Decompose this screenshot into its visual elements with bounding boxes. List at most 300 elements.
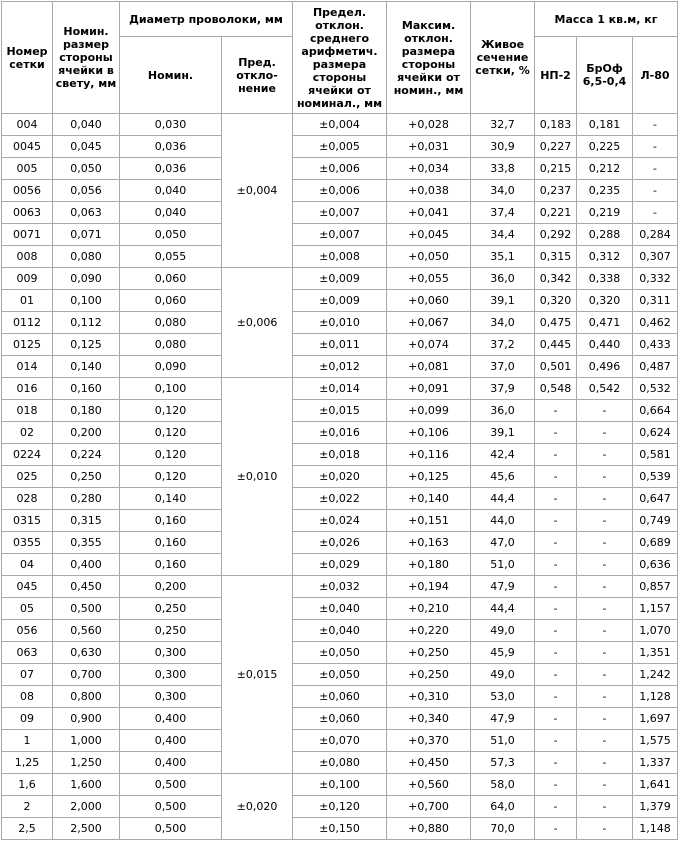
cell-number: 02 <box>2 422 53 444</box>
cell-number: 018 <box>2 400 53 422</box>
cell-live-section: 37,2 <box>471 334 535 356</box>
cell-number: 005 <box>2 158 53 180</box>
cell-max-deviation: +0,116 <box>387 444 471 466</box>
cell-avg-deviation: ±0,040 <box>293 620 387 642</box>
cell-mass-np2: 0,320 <box>535 290 577 312</box>
table-row <box>2 444 678 466</box>
table-row <box>2 422 678 444</box>
cell-live-section: 47,0 <box>471 532 535 554</box>
cell-wire-nominal: 0,300 <box>120 686 222 708</box>
cell-max-deviation: +0,151 <box>387 510 471 532</box>
cell-max-deviation: +0,091 <box>387 378 471 400</box>
cell-mass-np2: - <box>535 730 577 752</box>
cell-max-deviation: +0,250 <box>387 642 471 664</box>
cell-avg-deviation: ±0,120 <box>293 796 387 818</box>
cell-max-deviation: +0,560 <box>387 774 471 796</box>
cell-mass-np2: 0,183 <box>535 114 577 136</box>
cell-mass-l80: 1,157 <box>633 598 678 620</box>
cell-mass-l80: 0,433 <box>633 334 678 356</box>
cell-avg-deviation: ±0,060 <box>293 708 387 730</box>
cell-nominal-side: 0,450 <box>53 576 120 598</box>
cell-avg-deviation: ±0,007 <box>293 202 387 224</box>
table-row <box>2 598 678 620</box>
cell-max-deviation: +0,700 <box>387 796 471 818</box>
cell-wire-nominal: 0,030 <box>120 114 222 136</box>
cell-live-section: 58,0 <box>471 774 535 796</box>
cell-mass-l80: 0,749 <box>633 510 678 532</box>
wire-deviation-value: ±0,010 <box>236 470 278 483</box>
cell-avg-deviation: ±0,032 <box>293 576 387 598</box>
cell-avg-deviation: ±0,150 <box>293 818 387 840</box>
cell-mass-np2: - <box>535 774 577 796</box>
cell-mass-l80: 0,539 <box>633 466 678 488</box>
cell-wire-nominal: 0,055 <box>120 246 222 268</box>
cell-live-section: 44,4 <box>471 488 535 510</box>
cell-mass-np2: - <box>535 642 577 664</box>
cell-avg-deviation: ±0,022 <box>293 488 387 510</box>
cell-wire-nominal: 0,500 <box>120 818 222 840</box>
cell-nominal-side: 1,000 <box>53 730 120 752</box>
cell-nominal-side: 0,140 <box>53 356 120 378</box>
cell-max-deviation: +0,031 <box>387 136 471 158</box>
cell-max-deviation: +0,194 <box>387 576 471 598</box>
cell-mass-np2: - <box>535 510 577 532</box>
table-row <box>2 202 678 224</box>
cell-live-section: 34,0 <box>471 312 535 334</box>
cell-number: 0045 <box>2 136 53 158</box>
cell-avg-deviation: ±0,029 <box>293 554 387 576</box>
cell-mass-l80: 1,351 <box>633 642 678 664</box>
cell-wire-nominal: 0,120 <box>120 422 222 444</box>
cell-mass-l80: 0,311 <box>633 290 678 312</box>
header-avg-deviation: Предел. отклон. среднего арифметич. размера стороны ячейки от номинал., мм <box>293 2 387 114</box>
cell-live-section: 30,9 <box>471 136 535 158</box>
cell-avg-deviation: ±0,007 <box>293 224 387 246</box>
table-row <box>2 686 678 708</box>
cell-max-deviation: +0,370 <box>387 730 471 752</box>
cell-live-section: 45,6 <box>471 466 535 488</box>
cell-avg-deviation: ±0,008 <box>293 246 387 268</box>
cell-mass-brof: 0,235 <box>577 180 633 202</box>
cell-mass-brof: - <box>577 598 633 620</box>
header-wire-diameter: Диаметр проволоки, мм <box>120 2 293 37</box>
table-body <box>2 114 678 840</box>
cell-mass-l80: 0,487 <box>633 356 678 378</box>
cell-wire-nominal: 0,200 <box>120 576 222 598</box>
cell-avg-deviation: ±0,080 <box>293 752 387 774</box>
table-row <box>2 224 678 246</box>
cell-number: 0071 <box>2 224 53 246</box>
table-row <box>2 246 678 268</box>
cell-wire-nominal: 0,120 <box>120 444 222 466</box>
cell-wire-nominal: 0,036 <box>120 136 222 158</box>
cell-wire-nominal: 0,160 <box>120 532 222 554</box>
cell-number: 016 <box>2 378 53 400</box>
cell-live-section: 44,0 <box>471 510 535 532</box>
cell-mass-brof: - <box>577 466 633 488</box>
cell-wire-nominal: 0,040 <box>120 180 222 202</box>
cell-number: 07 <box>2 664 53 686</box>
cell-live-section: 34,4 <box>471 224 535 246</box>
cell-max-deviation: +0,125 <box>387 466 471 488</box>
cell-live-section: 44,4 <box>471 598 535 620</box>
cell-wire-nominal: 0,400 <box>120 708 222 730</box>
cell-mass-np2: - <box>535 664 577 686</box>
cell-mass-brof: - <box>577 554 633 576</box>
cell-avg-deviation: ±0,012 <box>293 356 387 378</box>
cell-wire-nominal: 0,400 <box>120 730 222 752</box>
cell-wire-nominal: 0,090 <box>120 356 222 378</box>
cell-live-section: 39,1 <box>471 290 535 312</box>
cell-mass-brof: 0,212 <box>577 158 633 180</box>
cell-nominal-side: 0,080 <box>53 246 120 268</box>
cell-number: 1,6 <box>2 774 53 796</box>
cell-max-deviation: +0,180 <box>387 554 471 576</box>
cell-live-section: 49,0 <box>471 664 535 686</box>
table-row <box>2 466 678 488</box>
cell-max-deviation: +0,140 <box>387 488 471 510</box>
cell-nominal-side: 0,560 <box>53 620 120 642</box>
cell-wire-nominal: 0,400 <box>120 752 222 774</box>
header-number: Номер сетки <box>2 2 53 114</box>
cell-nominal-side: 0,700 <box>53 664 120 686</box>
cell-number: 056 <box>2 620 53 642</box>
cell-wire-nominal: 0,120 <box>120 466 222 488</box>
table-row <box>2 510 678 532</box>
table-row <box>2 796 678 818</box>
cell-nominal-side: 0,200 <box>53 422 120 444</box>
table-row <box>2 730 678 752</box>
cell-live-section: 45,9 <box>471 642 535 664</box>
cell-avg-deviation: ±0,009 <box>293 290 387 312</box>
cell-number: 0063 <box>2 202 53 224</box>
cell-number: 04 <box>2 554 53 576</box>
cell-max-deviation: +0,038 <box>387 180 471 202</box>
header-wire-deviation: Пред. откло-нение <box>222 37 293 114</box>
cell-mass-l80: 0,332 <box>633 268 678 290</box>
table-row <box>2 180 678 202</box>
cell-mass-l80: 0,664 <box>633 400 678 422</box>
cell-mass-np2: - <box>535 686 577 708</box>
cell-mass-brof: 0,496 <box>577 356 633 378</box>
table-row <box>2 114 678 136</box>
cell-number: 025 <box>2 466 53 488</box>
cell-live-section: 34,0 <box>471 180 535 202</box>
cell-mass-brof: - <box>577 664 633 686</box>
header-mass-brof: БрОф 6,5-0,4 <box>577 37 633 114</box>
header-mass: Масса 1 кв.м, кг <box>535 2 678 37</box>
cell-nominal-side: 0,112 <box>53 312 120 334</box>
cell-nominal-side: 0,040 <box>53 114 120 136</box>
cell-mass-brof: 0,181 <box>577 114 633 136</box>
cell-mass-np2: - <box>535 466 577 488</box>
header-live-section: Живое сечение сетки, % <box>471 2 535 114</box>
cell-mass-np2: - <box>535 818 577 840</box>
cell-live-section: 36,0 <box>471 400 535 422</box>
cell-mass-brof: 0,338 <box>577 268 633 290</box>
cell-max-deviation: +0,045 <box>387 224 471 246</box>
cell-wire-nominal: 0,500 <box>120 796 222 818</box>
cell-mass-np2: - <box>535 620 577 642</box>
cell-live-section: 57,3 <box>471 752 535 774</box>
cell-nominal-side: 0,224 <box>53 444 120 466</box>
cell-number: 0315 <box>2 510 53 532</box>
cell-number: 028 <box>2 488 53 510</box>
cell-nominal-side: 0,315 <box>53 510 120 532</box>
cell-avg-deviation: ±0,009 <box>293 268 387 290</box>
cell-mass-brof: - <box>577 708 633 730</box>
cell-wire-deviation <box>222 268 293 378</box>
cell-nominal-side: 1,250 <box>53 752 120 774</box>
cell-number: 009 <box>2 268 53 290</box>
cell-mass-brof: 0,471 <box>577 312 633 334</box>
table-row <box>2 312 678 334</box>
cell-number: 01 <box>2 290 53 312</box>
cell-mass-brof: - <box>577 796 633 818</box>
cell-mass-l80: 1,575 <box>633 730 678 752</box>
cell-live-section: 36,0 <box>471 268 535 290</box>
cell-avg-deviation: ±0,014 <box>293 378 387 400</box>
cell-live-section: 37,0 <box>471 356 535 378</box>
cell-live-section: 37,9 <box>471 378 535 400</box>
cell-max-deviation: +0,220 <box>387 620 471 642</box>
cell-live-section: 35,1 <box>471 246 535 268</box>
wire-deviation-value: ±0,015 <box>236 668 278 681</box>
cell-live-section: 37,4 <box>471 202 535 224</box>
cell-mass-l80: - <box>633 202 678 224</box>
cell-nominal-side: 0,280 <box>53 488 120 510</box>
cell-number: 1 <box>2 730 53 752</box>
cell-max-deviation: +0,028 <box>387 114 471 136</box>
cell-live-section: 42,4 <box>471 444 535 466</box>
cell-wire-deviation <box>222 114 293 268</box>
cell-avg-deviation: ±0,020 <box>293 466 387 488</box>
cell-mass-brof: - <box>577 488 633 510</box>
cell-nominal-side: 0,071 <box>53 224 120 246</box>
cell-mass-l80: - <box>633 180 678 202</box>
cell-mass-brof: - <box>577 774 633 796</box>
cell-mass-np2: 0,315 <box>535 246 577 268</box>
cell-mass-np2: 0,475 <box>535 312 577 334</box>
table-row <box>2 818 678 840</box>
cell-mass-np2: - <box>535 796 577 818</box>
cell-wire-nominal: 0,160 <box>120 554 222 576</box>
cell-live-section: 33,8 <box>471 158 535 180</box>
cell-nominal-side: 0,900 <box>53 708 120 730</box>
header-mass-l80: Л-80 <box>633 37 678 114</box>
cell-mass-np2: - <box>535 444 577 466</box>
cell-mass-brof: - <box>577 422 633 444</box>
cell-nominal-side: 0,355 <box>53 532 120 554</box>
cell-mass-l80: 0,636 <box>633 554 678 576</box>
wire-deviation-value: ±0,006 <box>236 316 278 329</box>
cell-mass-brof: - <box>577 642 633 664</box>
cell-number: 004 <box>2 114 53 136</box>
cell-mass-l80: 0,462 <box>633 312 678 334</box>
cell-wire-nominal: 0,300 <box>120 642 222 664</box>
cell-live-section: 64,0 <box>471 796 535 818</box>
table-row <box>2 620 678 642</box>
cell-live-section: 47,9 <box>471 576 535 598</box>
cell-mass-brof: - <box>577 576 633 598</box>
cell-number: 1,25 <box>2 752 53 774</box>
cell-mass-brof: - <box>577 620 633 642</box>
table-row <box>2 488 678 510</box>
cell-mass-l80: 1,242 <box>633 664 678 686</box>
cell-nominal-side: 0,500 <box>53 598 120 620</box>
cell-mass-np2: 0,227 <box>535 136 577 158</box>
cell-mass-brof: - <box>577 752 633 774</box>
cell-number: 0125 <box>2 334 53 356</box>
cell-avg-deviation: ±0,018 <box>293 444 387 466</box>
cell-mass-brof: - <box>577 444 633 466</box>
table-row <box>2 356 678 378</box>
cell-avg-deviation: ±0,100 <box>293 774 387 796</box>
table-row <box>2 136 678 158</box>
cell-avg-deviation: ±0,070 <box>293 730 387 752</box>
cell-avg-deviation: ±0,040 <box>293 598 387 620</box>
cell-max-deviation: +0,210 <box>387 598 471 620</box>
cell-live-section: 53,0 <box>471 686 535 708</box>
cell-mass-np2: - <box>535 554 577 576</box>
cell-max-deviation: +0,041 <box>387 202 471 224</box>
table-row <box>2 268 678 290</box>
table-row <box>2 554 678 576</box>
cell-wire-nominal: 0,040 <box>120 202 222 224</box>
cell-mass-brof: 0,225 <box>577 136 633 158</box>
cell-mass-np2: - <box>535 598 577 620</box>
cell-number: 045 <box>2 576 53 598</box>
cell-avg-deviation: ±0,005 <box>293 136 387 158</box>
cell-avg-deviation: ±0,026 <box>293 532 387 554</box>
table-row <box>2 158 678 180</box>
cell-avg-deviation: ±0,011 <box>293 334 387 356</box>
table-row <box>2 290 678 312</box>
cell-avg-deviation: ±0,004 <box>293 114 387 136</box>
header-mass-np2: НП-2 <box>535 37 577 114</box>
cell-live-section: 51,0 <box>471 554 535 576</box>
table-row <box>2 576 678 598</box>
table-header <box>2 2 678 114</box>
cell-mass-np2: - <box>535 400 577 422</box>
cell-wire-nominal: 0,050 <box>120 224 222 246</box>
cell-mass-l80: 0,581 <box>633 444 678 466</box>
cell-avg-deviation: ±0,006 <box>293 180 387 202</box>
table-row <box>2 642 678 664</box>
cell-number: 0224 <box>2 444 53 466</box>
cell-number: 0056 <box>2 180 53 202</box>
cell-mass-np2: - <box>535 488 577 510</box>
cell-number: 05 <box>2 598 53 620</box>
table-row <box>2 334 678 356</box>
mesh-spec-table <box>1 1 678 840</box>
cell-mass-np2: 0,292 <box>535 224 577 246</box>
cell-mass-l80: 1,697 <box>633 708 678 730</box>
cell-max-deviation: +0,050 <box>387 246 471 268</box>
table-row <box>2 400 678 422</box>
cell-number: 0355 <box>2 532 53 554</box>
cell-avg-deviation: ±0,015 <box>293 400 387 422</box>
cell-mass-np2: 0,445 <box>535 334 577 356</box>
cell-mass-l80: 1,128 <box>633 686 678 708</box>
table-row <box>2 378 678 400</box>
cell-live-section: 70,0 <box>471 818 535 840</box>
cell-nominal-side: 0,100 <box>53 290 120 312</box>
cell-mass-brof: - <box>577 400 633 422</box>
cell-mass-l80: 0,857 <box>633 576 678 598</box>
cell-mass-np2: 0,548 <box>535 378 577 400</box>
cell-wire-deviation <box>222 774 293 840</box>
cell-max-deviation: +0,880 <box>387 818 471 840</box>
cell-nominal-side: 2,500 <box>53 818 120 840</box>
table-row <box>2 708 678 730</box>
cell-live-section: 49,0 <box>471 620 535 642</box>
cell-max-deviation: +0,074 <box>387 334 471 356</box>
cell-avg-deviation: ±0,010 <box>293 312 387 334</box>
cell-mass-l80: - <box>633 114 678 136</box>
cell-number: 008 <box>2 246 53 268</box>
table-row <box>2 664 678 686</box>
cell-mass-brof: 0,288 <box>577 224 633 246</box>
cell-max-deviation: +0,163 <box>387 532 471 554</box>
cell-mass-l80: 0,647 <box>633 488 678 510</box>
header-wire-nominal: Номин. <box>120 37 222 114</box>
cell-number: 08 <box>2 686 53 708</box>
cell-avg-deviation: ±0,050 <box>293 664 387 686</box>
wire-deviation-value: ±0,004 <box>236 184 278 197</box>
cell-wire-nominal: 0,120 <box>120 400 222 422</box>
cell-mass-l80: 0,284 <box>633 224 678 246</box>
cell-mass-np2: - <box>535 708 577 730</box>
cell-avg-deviation: ±0,050 <box>293 642 387 664</box>
cell-mass-brof: 0,440 <box>577 334 633 356</box>
cell-wire-nominal: 0,080 <box>120 334 222 356</box>
cell-mass-brof: - <box>577 532 633 554</box>
cell-number: 0112 <box>2 312 53 334</box>
cell-max-deviation: +0,250 <box>387 664 471 686</box>
cell-nominal-side: 0,250 <box>53 466 120 488</box>
cell-mass-np2: 0,215 <box>535 158 577 180</box>
header-max-deviation: Максим. отклон. размера стороны ячейки от номин., мм <box>387 2 471 114</box>
cell-mass-l80: 1,337 <box>633 752 678 774</box>
cell-wire-nominal: 0,060 <box>120 268 222 290</box>
cell-mass-np2: 0,221 <box>535 202 577 224</box>
cell-mass-l80: 0,624 <box>633 422 678 444</box>
cell-mass-np2: 0,501 <box>535 356 577 378</box>
cell-number: 2,5 <box>2 818 53 840</box>
table-row <box>2 752 678 774</box>
cell-max-deviation: +0,106 <box>387 422 471 444</box>
table-row <box>2 532 678 554</box>
cell-wire-deviation <box>222 576 293 774</box>
cell-nominal-side: 1,600 <box>53 774 120 796</box>
table-row <box>2 774 678 796</box>
cell-live-section: 39,1 <box>471 422 535 444</box>
cell-nominal-side: 2,000 <box>53 796 120 818</box>
cell-live-section: 51,0 <box>471 730 535 752</box>
cell-wire-nominal: 0,036 <box>120 158 222 180</box>
cell-avg-deviation: ±0,016 <box>293 422 387 444</box>
cell-nominal-side: 0,180 <box>53 400 120 422</box>
cell-max-deviation: +0,055 <box>387 268 471 290</box>
cell-mass-brof: 0,219 <box>577 202 633 224</box>
cell-max-deviation: +0,081 <box>387 356 471 378</box>
cell-mass-l80: - <box>633 158 678 180</box>
cell-max-deviation: +0,310 <box>387 686 471 708</box>
cell-mass-np2: - <box>535 752 577 774</box>
cell-mass-l80: 0,307 <box>633 246 678 268</box>
cell-avg-deviation: ±0,024 <box>293 510 387 532</box>
